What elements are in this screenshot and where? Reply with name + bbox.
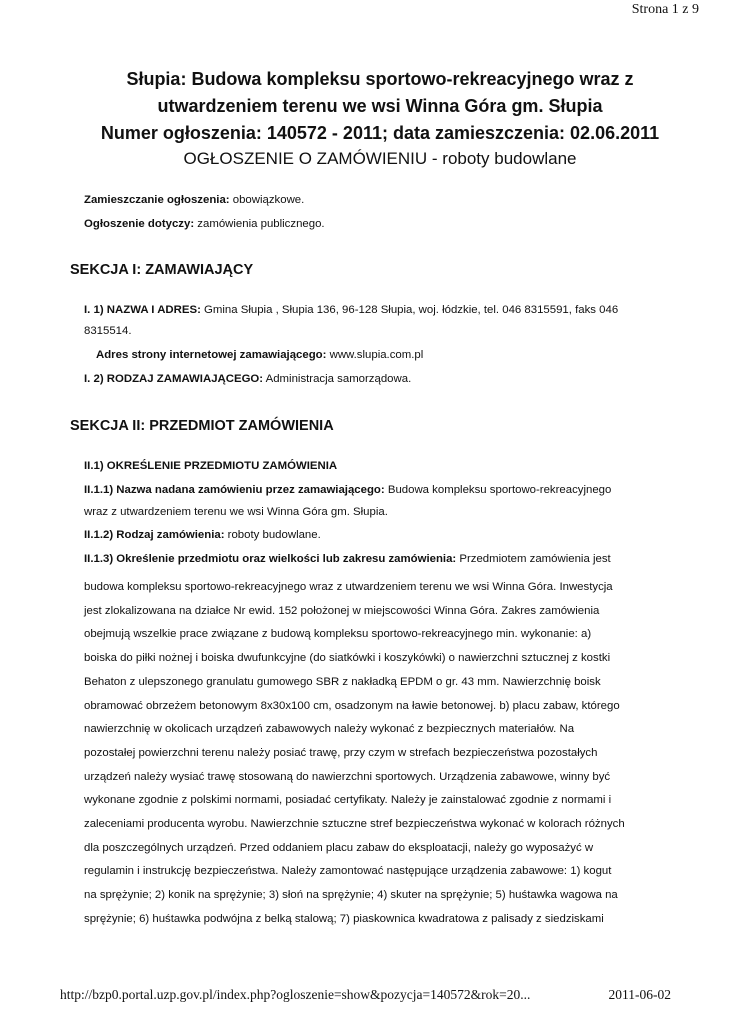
scope-body: [84, 576, 684, 932]
contracting-type-line: [84, 373, 411, 385]
order-name-line: [84, 484, 611, 496]
scope-line: wykonane zgodnie z polskimi normami, posiadać certyfikaty. Należy je zainstalować zgodnie z normami i: [84, 794, 612, 807]
order-name-label: II.1.1) Nazwa nadana zamówieniu przez zamawiającego:: [84, 484, 385, 496]
section-1-heading: SEKCJA I: ZAMAWIAJĄCY: [70, 262, 254, 278]
scope-line: obejmują wszelkie prace związane z budową kompleksu sportowo-rekreacyjnego min. wykonanie: a): [84, 628, 592, 641]
concerns-value: zamówienia publicznego.: [194, 218, 325, 230]
title-line-3: Numer ogłoszenia: 140572 - 2011; data zamieszczenia: 02.06.2011: [100, 123, 660, 143]
scope-line: pozostałej powierzchni terenu należy posiać trawę, przy czym w strefach bezpieczeństwa pozostałych: [84, 746, 598, 759]
notice-title: [60, 66, 700, 171]
scope-line: jest zlokalizowana na działce Nr ewid. 152 położonej w miejscowości Winna Góra. Zakres zamówienia: [84, 604, 600, 617]
subject-heading: II.1) OKREŚLENIE PRZEDMIOTU ZAMÓWIENIA: [84, 460, 338, 472]
footer-url: http://bzp0.portal.uzp.gov.pl/index.php?ogloszenie=show&pozycja=140572&rok=20...: [60, 987, 531, 1002]
scope-line: nawierzchnię w okolicach urządzeń zabawowych należy wykonać z bezpiecznych materiałów. Na: [84, 723, 575, 736]
notice-subtitle: OGŁOSZENIE O ZAMÓWIENIU - roboty budowlane: [183, 149, 577, 168]
scope-line: urządzeń należy wysiać trawę stosowaną do nawierzchni sportowych. Urządzenia zabawowe, winny być: [84, 770, 611, 783]
title-line-2: utwardzeniem terenu we wsi Winna Góra gm. Słupia: [157, 96, 603, 116]
scope-line: obramować obrzeżem betonowym 8x30x100 cm, osadzonym na ławie betonowej. b) placu zabaw, którego: [84, 699, 620, 712]
scope-line: [84, 553, 611, 565]
scope-line: boiska do piłki nożnej i boiska dwufunkcyjne (do siatkówki i koszykówki) o nawierzchni sztucznej z kostki: [84, 652, 611, 665]
order-kind-value: roboty budowlane.: [224, 529, 321, 541]
contracting-type-label: I. 2) RODZAJ ZAMAWIAJĄCEGO:: [84, 373, 264, 385]
contracting-name-label: I. 1) NAZWA I ADRES:: [84, 304, 201, 316]
section-2-heading: SEKCJA II: PRZEDMIOT ZAMÓWIENIA: [70, 418, 334, 434]
website-label: Adres strony internetowej zamawiającego:: [96, 349, 327, 361]
page-number: Strona 1 z 9: [631, 2, 699, 17]
order-name-line-2: wraz z utwardzeniem terenu we wsi Winna Góra gm. Słupia.: [84, 506, 388, 518]
order-kind-line: [84, 529, 321, 541]
scope-first: Przedmiotem zamówienia jest: [456, 553, 611, 565]
scope-line: zaleceniami producenta wyrobu. Nawierzchnie sztuczne stref bezpieczeństwa wykonać w kolorach różnych: [84, 818, 625, 831]
scope-line: dla poszczególnych urządzeń. Przed oddaniem placu zabaw do eksploatacji, należy go wyposażyć w: [84, 841, 594, 854]
order-name-value: Budowa kompleksu sportowo-rekreacyjnego: [384, 484, 612, 496]
contracting-type-value: Administracja samorządowa.: [263, 373, 412, 385]
publication-label: Zamieszczanie ogłoszenia:: [84, 194, 230, 206]
contracting-name-line-2: 8315514.: [84, 325, 132, 337]
scope-line: regulamin i instrukcję bezpieczeństwa. Należy zamontować następujące urządzenia zabawowe: 1) kogut: [84, 865, 612, 878]
contracting-name-line: [84, 304, 618, 316]
contracting-name-value: Gmina Słupia , Słupia 136, 96-128 Słupia, woj. łódzkie, tel. 046 8315591, faks 046: [200, 304, 619, 316]
scope-label: II.1.3) Określenie przedmiotu oraz wielkości lub zakresu zamówienia:: [84, 553, 457, 565]
scope-line: sprężynie; 6) huśtawka podwójna z belką stalową; 7) piaskownica kwadratowa z palisady z siedziskami: [84, 912, 604, 925]
concerns-line: [84, 218, 325, 230]
publication-line: [84, 194, 304, 206]
concerns-label: Ogłoszenie dotyczy:: [84, 218, 195, 230]
title-line-1: Słupia: Budowa kompleksu sportowo-rekreacyjnego wraz z: [126, 69, 634, 89]
scope-line: budowa kompleksu sportowo-rekreacyjnego wraz z utwardzeniem terenu we wsi Winna Góra. Inwestycja: [84, 581, 613, 593]
footer-date: 2011-06-02: [608, 987, 671, 1002]
order-kind-label: II.1.2) Rodzaj zamówienia:: [84, 529, 225, 541]
website-value: www.slupia.com.pl: [326, 349, 424, 361]
publication-value: obowiązkowe.: [229, 194, 305, 206]
scope-line: na sprężynie; 2) konik na sprężynie; 3) słoń na sprężynie; 4) skuter na sprężynie; 5) huśtawka wagowa na: [84, 889, 618, 902]
scope-line: Behaton z ulepszonego granulatu gumowego SBR z nakładką EPDM o gr. 43 mm. Nawierzchnię boisk: [84, 675, 601, 688]
website-line: [96, 349, 423, 361]
